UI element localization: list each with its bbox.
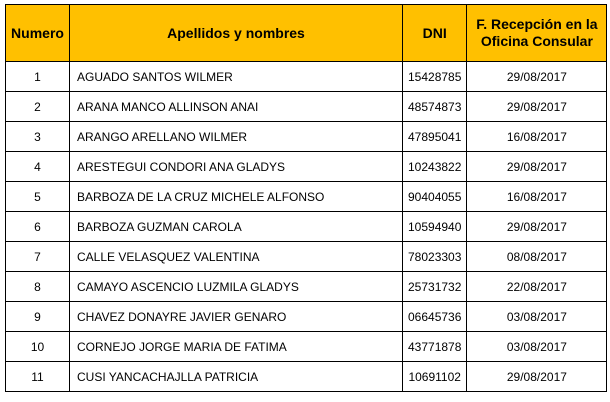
row-number: 8 [6,272,70,302]
table-row [6,182,607,212]
header-fecha-recepcion: F. Recepción en la Oficina Consular [467,5,607,62]
table-body [6,62,607,392]
header-numero: Numero [6,5,70,62]
row-reception-date: 29/08/2017 [467,62,607,92]
row-number: 3 [6,122,70,152]
row-reception-date: 16/08/2017 [467,122,607,152]
row-dni: 78023303 [403,242,467,272]
row-full-name: CHAVEZ DONAYRE JAVIER GENARO [70,302,403,332]
row-reception-date: 29/08/2017 [467,362,607,392]
row-reception-date: 22/08/2017 [467,272,607,302]
row-number: 2 [6,92,70,122]
row-dni: 15428785 [403,62,467,92]
row-number: 5 [6,182,70,212]
row-number: 11 [6,362,70,392]
table-row [6,122,607,152]
row-reception-date: 29/08/2017 [467,212,607,242]
row-dni: 10243822 [403,152,467,182]
row-number: 9 [6,302,70,332]
row-dni: 10691102 [403,362,467,392]
row-full-name: BARBOZA GUZMAN CAROLA [70,212,403,242]
row-full-name: AGUADO SANTOS WILMER [70,62,403,92]
row-reception-date: 16/08/2017 [467,182,607,212]
row-full-name: ARANA MANCO ALLINSON ANAI [70,92,403,122]
row-full-name: CORNEJO JORGE MARIA DE FATIMA [70,332,403,362]
row-dni: 47895041 [403,122,467,152]
row-number: 1 [6,62,70,92]
row-reception-date: 08/08/2017 [467,242,607,272]
table-row [6,272,607,302]
row-full-name: ARANGO ARELLANO WILMER [70,122,403,152]
header-apellidos-nombres: Apellidos y nombres [70,5,403,62]
header-dni: DNI [403,5,467,62]
consular-list-table [5,4,607,392]
row-full-name: CUSI YANCACHAJLLA PATRICIA [70,362,403,392]
table-row [6,212,607,242]
row-full-name: BARBOZA DE LA CRUZ MICHELE ALFONSO [70,182,403,212]
table-row [6,332,607,362]
row-reception-date: 03/08/2017 [467,332,607,362]
row-full-name: CALLE VELASQUEZ VALENTINA [70,242,403,272]
row-dni: 10594940 [403,212,467,242]
table-row [6,242,607,272]
row-number: 10 [6,332,70,362]
row-dni: 90404055 [403,182,467,212]
row-number: 6 [6,212,70,242]
row-reception-date: 03/08/2017 [467,302,607,332]
row-full-name: ARESTEGUI CONDORI ANA GLADYS [70,152,403,182]
table-row [6,302,607,332]
row-dni: 25731732 [403,272,467,302]
row-reception-date: 29/08/2017 [467,152,607,182]
table-row [6,152,607,182]
row-reception-date: 29/08/2017 [467,92,607,122]
table-row [6,62,607,92]
row-dni: 48574873 [403,92,467,122]
row-number: 7 [6,242,70,272]
table-row [6,92,607,122]
table-row [6,362,607,392]
row-dni: 06645736 [403,302,467,332]
row-number: 4 [6,152,70,182]
row-dni: 43771878 [403,332,467,362]
row-full-name: CAMAYO ASCENCIO LUZMILA GLADYS [70,272,403,302]
header-row [6,5,607,62]
